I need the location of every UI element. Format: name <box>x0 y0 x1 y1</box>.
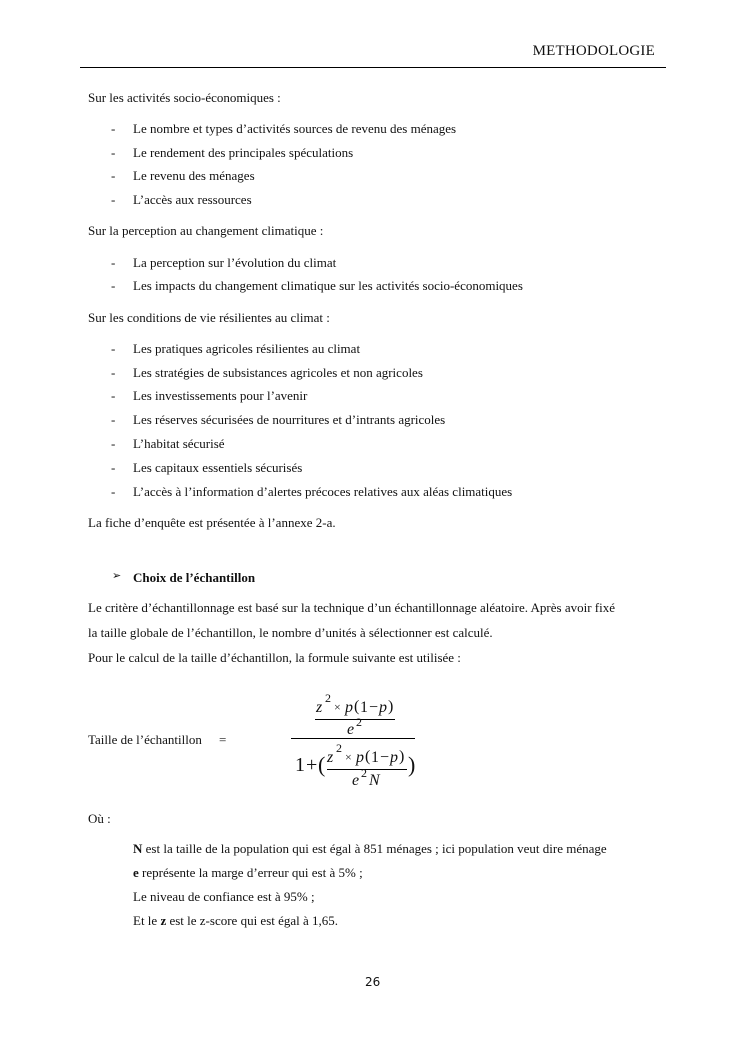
definition-symbol: N <box>133 841 143 856</box>
formula-z: z <box>327 749 334 766</box>
formula-p: p <box>390 749 398 766</box>
list-dash: - <box>111 121 116 136</box>
formula-plus: + <box>306 754 318 776</box>
definition-line <box>133 865 363 881</box>
list-dash: - <box>111 168 116 183</box>
list-dash: - <box>111 145 116 160</box>
formula-minus: − <box>380 749 390 766</box>
list-dash: - <box>111 255 116 270</box>
paragraph-line: la taille globale de l’échantillon, le nombre d’unités à sélectionner est calculé. <box>88 625 493 640</box>
definition-text: est le z-score qui est égal à 1,65. <box>166 913 339 928</box>
list-dash: - <box>111 484 116 499</box>
definition-symbol: z <box>160 913 167 928</box>
section-heading-socio: Sur les activités socio-économiques : <box>88 90 281 105</box>
formula-minus: − <box>369 699 379 716</box>
page-number: 26 <box>365 975 381 989</box>
formula-p: p <box>379 699 387 716</box>
definition-text: Le niveau de confiance est à 95% ; <box>133 889 315 904</box>
list-item: Le revenu des ménages <box>133 168 255 183</box>
main-fraction-bar <box>291 738 415 739</box>
list-item: Les investissements pour l’avenir <box>133 388 308 403</box>
formula-p: p <box>345 699 353 716</box>
list-item: L’accès à l’information d’alertes précoces relatives aux aléas climatiques <box>133 484 513 499</box>
definition-text: est la taille de la population qui est égal à 851 ménages ; ici population veut dire ménage <box>142 841 607 856</box>
paragraph-line: Pour le calcul de la taille d’échantillon, la formule suivante est utilisée : <box>88 650 461 665</box>
definition-line <box>133 913 338 929</box>
section-heading-conditions: Sur les conditions de vie résilientes au climat : <box>88 310 330 325</box>
formula-one: 1 <box>360 699 368 716</box>
formula-label: Taille de l’échantillon <box>88 732 202 747</box>
fraction-bar <box>315 719 395 720</box>
definition-line <box>133 841 607 857</box>
list-item: L’accès aux ressources <box>133 192 252 207</box>
list-item: Les capitaux essentiels sécurisés <box>133 460 303 475</box>
header-rule <box>80 67 666 68</box>
formula-e: e <box>352 772 360 789</box>
definition-line <box>133 889 315 905</box>
formula-paren: ) <box>388 698 394 715</box>
running-header: METHODOLOGIE <box>532 43 655 59</box>
paragraph-line: Le critère d’échantillonnage est basé sur la technique d’un échantillonnage aléatoire. Après avoir fixé <box>88 600 615 615</box>
formula-z: z <box>316 699 323 716</box>
formula-paren: ( <box>354 698 360 715</box>
formula-exponent: 2 <box>336 741 342 755</box>
where-label: Où : <box>88 811 111 826</box>
formula-paren: ( <box>365 748 371 765</box>
formula-exponent: 2 <box>356 715 362 729</box>
formula-exponent: 2 <box>361 766 367 780</box>
sample-size-formula <box>285 688 425 798</box>
formula-e: e <box>347 721 355 738</box>
annex-note: La fiche d’enquête est présentée à l’annexe 2-a. <box>88 515 336 530</box>
list-dash: - <box>111 341 116 356</box>
formula-big-paren: ) <box>408 752 416 777</box>
list-dash: - <box>111 278 116 293</box>
formula-paren: ) <box>399 748 405 765</box>
formula-big-paren: ( <box>318 752 326 777</box>
list-dash: - <box>111 192 116 207</box>
fraction-bar <box>327 769 407 770</box>
definition-symbol: e <box>133 865 139 880</box>
list-item: Les stratégies de subsistances agricoles et non agricoles <box>133 365 423 380</box>
formula-times: × <box>345 750 352 764</box>
list-item: La perception sur l’évolution du climat <box>133 255 337 270</box>
list-dash: - <box>111 412 116 427</box>
list-dash: - <box>111 460 116 475</box>
formula-one: 1 <box>295 754 305 776</box>
subsection-heading: Choix de l’échantillon <box>133 570 256 585</box>
formula-times: × <box>334 700 341 714</box>
section-heading-perception: Sur la perception au changement climatique : <box>88 223 324 238</box>
list-item: Les réserves sécurisées de nourritures et d’intrants agricoles <box>133 412 446 427</box>
list-item: L’habitat sécurisé <box>133 436 225 451</box>
list-dash: - <box>111 388 116 403</box>
list-dash: - <box>111 365 116 380</box>
list-item: Les pratiques agricoles résilientes au climat <box>133 341 361 356</box>
formula-equals: = <box>219 732 227 747</box>
formula-one: 1 <box>371 749 379 766</box>
list-item: Les impacts du changement climatique sur les activités socio-économiques <box>133 278 523 293</box>
list-dash: - <box>111 436 116 451</box>
arrow-bullet-icon: ➢ <box>112 569 122 582</box>
formula-p: p <box>356 749 364 766</box>
list-item: Le nombre et types d’activités sources de revenu des ménages <box>133 121 457 136</box>
list-item: Le rendement des principales spéculations <box>133 145 354 160</box>
definition-text: représente la marge d’erreur qui est à 5% ; <box>138 865 363 880</box>
definition-text: Et le <box>133 913 161 928</box>
formula-N: N <box>369 772 380 789</box>
formula-exponent: 2 <box>325 691 331 705</box>
